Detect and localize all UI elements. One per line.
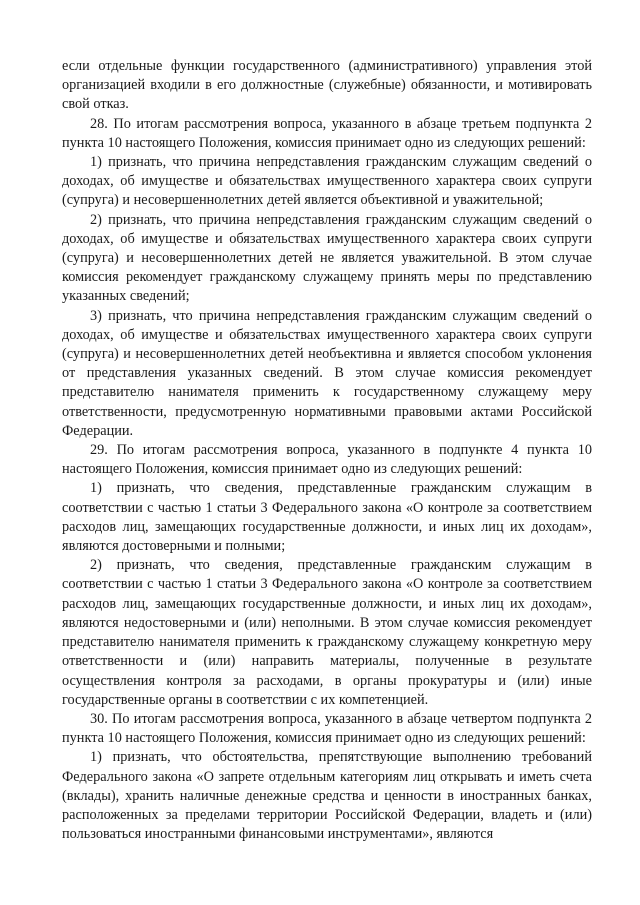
document-page [62,57,592,844]
paragraph-30-intro: 30. По итогам рассмотрения вопроса, указанного в абзаце четвертом подпункта 2 пункта 10 настоящего Положения, комиссия принимает одно из следующих решений: [62,710,592,747]
paragraph-28-intro: 28. По итогам рассмотрения вопроса, указанного в абзаце третьем подпункта 2 пункта 10 настоящего Положения, комиссия принимает одно из следующих решений: [62,115,592,151]
paragraph-29-item-2: 2) признать, что сведения, представленные гражданским служащим в соответствии с частью 1 статьи 3 Федерального закона «О контроле за соответствием расходов лиц, замещающих государственные должности, и иных лиц их доходам», являются недостоверными и (или) неполными. В этом случае комиссия рекомендует представителю нанимателя применить к гражданскому служащему конкретную меру ответственности и (или) направить материалы, полученные в результате осуществления контроля за расходами, в органы прокуратуры и (или) иные государственные органы в соответствии с их компетенцией. [62,557,592,708]
paragraph-29-intro: 29. По итогам рассмотрения вопроса, указанного в подпункте 4 пункта 10 настоящего Положения, комиссия принимает одно из следующих решений: [62,442,592,478]
paragraph-28-item-3: 3) признать, что причина непредставления гражданским служащим сведений о доходах, об имуществе и обязательствах имущественного характера своих супруги (супруга) и несовершеннолетних детей необъективна и является способом уклонения от представления указанных сведений. В этом случае комиссия рекомендует представителю нанимателя применить к государственному служащему меру ответственности, предусмотренную нормативными правовыми актами Российской Федерации. [62,307,592,439]
paragraph-continuation: если отдельные функции государственного (административного) управления этой организацией входили в его должностные (служебные) обязанности, и мотивировать свой отказ. [62,58,592,113]
paragraph-30-item-1: 1) признать, что обстоятельства, препятствующие выполнению требований Федерального закона «О запрете отдельным категориям лиц открывать и иметь счета (вклады), хранить наличные денежные средства и ценности в иностранных банках, расположенных за пределами территории Российской Федерации, владеть и (или) пользоваться иностранными финансовыми инструментами», являются [62,749,592,843]
paragraph-28-item-2: 2) признать, что причина непредставления гражданским служащим сведений о доходах, об имуществе и обязательствах имущественного характера своих супруги (супруга) и несовершеннолетних детей не является уважительной. В этом случае комиссия рекомендует гражданскому служащему принять меры по представлению указанных сведений; [62,211,592,305]
paragraph-28-item-1: 1) признать, что причина непредставления гражданским служащим сведений о доходах, об имуществе и обязательствах имущественного характера своих супруги (супруга) и несовершеннолетних детей является объективной и уважительной; [62,154,592,209]
paragraph-29-item-1: 1) признать, что сведения, представленные гражданским служащим в соответствии с частью 1 статьи 3 Федерального закона «О контроле за соответствием расходов лиц, замещающих государственные должности, и иных лиц их доходам», являются достоверными и полными; [62,480,592,555]
